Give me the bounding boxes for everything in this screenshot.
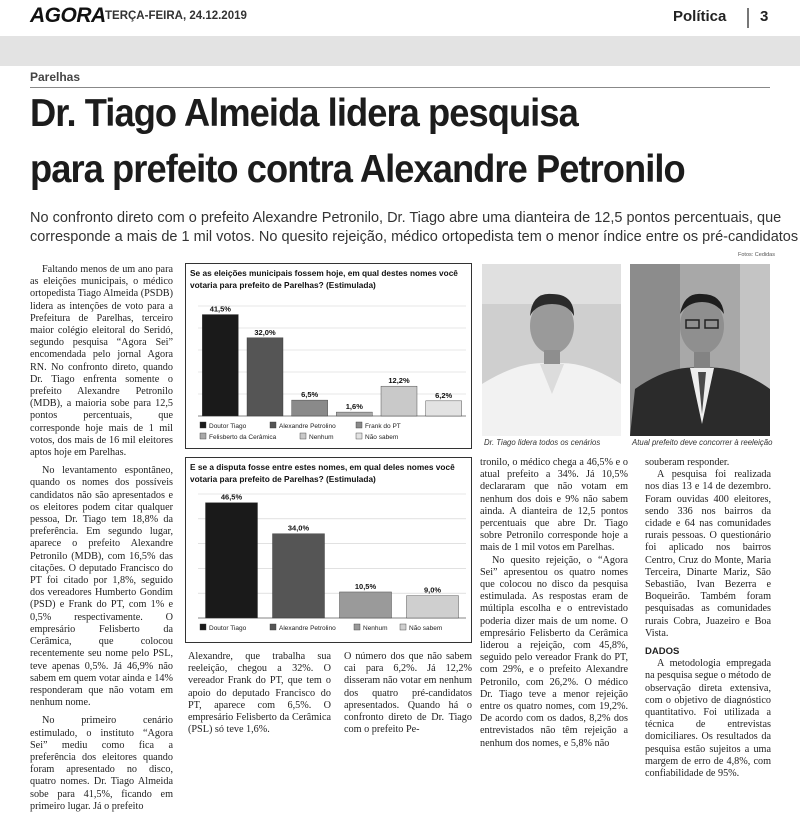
chart-data-label: 41,5%	[209, 304, 231, 314]
photo-alexandre-petronilo	[630, 264, 770, 436]
header-divider	[747, 8, 749, 28]
body-column-4	[480, 457, 628, 750]
chart-svg	[186, 264, 471, 448]
paragraph: tronilo, o médico chega a 46,5% e o atual prefeito a 34%. Já 10,5% declararam que não votam em nenhum dos dois e 9% não sabem ainda. A dianteira de 12,5 pontos percentuais que abre Dr. Tiago sobre Petronilo corresponde hoje a mais de 1 mil votos em Parelhas.	[480, 457, 628, 554]
paragraph: Alexandre, que trabalha sua reeleição, chegou a 32%. O vereador Frank do PT, que tem o apoio do deputado Francisco do PT, aparece com 6,5%. O empresário Felisberto da Cerâmica (PSL) só teve 1,6%.	[188, 651, 331, 736]
chart-data-label: 6,2%	[435, 390, 453, 400]
legend-swatch	[354, 624, 360, 630]
photo-caption-2: Atual prefeito deve concorrer à reeleição	[632, 438, 773, 447]
newspaper-logo: AGORA	[30, 4, 106, 27]
chart-bar	[407, 596, 459, 618]
legend-swatch	[356, 422, 362, 428]
photo-caption-1: Dr. Tiago lidera todos os cenários	[484, 438, 601, 447]
gray-band	[0, 36, 800, 66]
paragraph: souberam responder.	[645, 457, 730, 468]
portrait-illustration	[630, 264, 770, 436]
legend-swatch	[200, 422, 206, 428]
portrait-illustration	[482, 264, 621, 436]
body-column-5	[645, 457, 771, 780]
deck-line-1: No confronto direto com o prefeito Alexandre Petronilo, Dr. Tiago abre uma dianteira de 12,5 pontos percentuais, que	[30, 210, 782, 226]
chart-bar	[202, 315, 238, 416]
legend-swatch	[270, 624, 276, 630]
body-column-3	[344, 651, 472, 736]
photo-credit: Fotos: Cedidas	[738, 252, 775, 258]
page-header	[0, 0, 800, 36]
page-number: 3	[760, 8, 769, 25]
legend-label: Nenhum	[363, 625, 388, 632]
chart-data-label: 32,0%	[254, 327, 276, 337]
chart-data-label: 46,5%	[220, 492, 243, 502]
body-column-2	[188, 651, 331, 736]
chart-data-label: 10,5%	[354, 581, 377, 591]
photo-dr-tiago	[482, 264, 621, 436]
kicker: Parelhas	[30, 70, 81, 84]
dateline: TERÇA-FEIRA, 24.12.2019	[105, 10, 247, 22]
legend-label: Doutor Tiago	[209, 423, 247, 430]
legend-label: Frank do PT	[365, 423, 401, 430]
chart-data-label: 1,6%	[345, 402, 363, 412]
paragraph: No quesito rejeição, o “Agora Sei” apresentou os quatro nomes que colocou no disco da pesquisa estimulada. As respostas eram de múltipla escolha e o entrevistado poderia dizer mais de um nome. O empresário Felisberto da Cerâmica liderou a rejeição, com 45,8%, seguido pelo vereador Frank do PT, com 29%, e o prefeito Alexandre Petronilo, com 26,2%. O médico Dr. Tiago teve a menor rejeição entre os quatro nomes, com 19,2%. De acordo com os dados, 8,2% dos entrevistados não têm rejeição a nenhum dos nomes, e 5,8% não	[480, 554, 628, 749]
kicker-rule	[30, 87, 770, 88]
chart-data-label: 34,0%	[287, 523, 310, 533]
body-column-1	[30, 264, 173, 813]
paragraph: A metodologia empregada na pesquisa segue o método de observação direta extensiva, com o objetivo de diagnóstico quantitativo. Foi utilizada a técnica de entrevistas domiciliares. Os resultados da pesquisa estão sujeitos a uma margem de erro de 4,8%, com confiabilidade de 95%.	[645, 658, 771, 780]
chart-bar	[336, 412, 372, 416]
chart-bar	[340, 592, 392, 618]
paragraph: Faltando menos de um ano para as eleições municipais, o médico ortopedista Tiago Almeida (PSDB) lidera as intenções de voto para a Prefeitura de Parelhas, terceiro maior colégio eleitoral do Seridó, segundo pesquisa “Agora Sei” encomendada pelo jornal Agora RN. No confronto direto, quando Dr. Tiago enfrenta somente o prefeito Alexandre Petronilo (MDB), a maioria sobe para 12,5 pontos percentuais, que corresponde hoje mais de 1 mil votos, dos mais de 16 mil eleitores aptos hoje em Parelhas.	[30, 264, 173, 459]
paragraph: No levantamento espontâneo, quando os nomes dos possíveis candidatos não são apresentados e os eleitores podem citar qualquer pessoa, Dr. Tiago tem 18,8% da preferência. Em segundo lugar, aparece o prefeito Alexandre Petronilo (MDB), com 16,5% das citações. O deputado Francisco do PT foi citado por 1,8%, seguido dos vereadores Humberto Gondim (PSD) e Frank do PT, com 1% e 0,5% respectivamente. O empresário Felisberto da Cerâmica, que colocou recentemente seu nome pelo PSL, teve apenas 0,5%. Já 46,9% não sabem em quem votar ainda e 14% responderam que não votam em nenhum nome.	[30, 465, 173, 709]
chart-bar	[273, 534, 325, 618]
dados-heading: DADOS	[645, 646, 680, 658]
legend-label: Não sabem	[365, 434, 399, 441]
legend-swatch	[356, 433, 362, 439]
legend-swatch	[200, 624, 206, 630]
legend-label: Não sabem	[409, 625, 443, 632]
chart-title: E se a disputa fosse entre estes nomes, em qual deles nomes você votaria para prefeito de Parelhas? (Estimulada)	[190, 462, 455, 484]
chart-bar	[206, 503, 258, 618]
chart-svg	[186, 458, 471, 642]
legend-label: Doutor Tiago	[209, 625, 247, 632]
legend-swatch	[200, 433, 206, 439]
chart-bar	[247, 338, 283, 416]
section-name: Política	[673, 8, 727, 25]
paragraph: O número dos que não sabem cai para 6,2%. Já 12,2% disseram não votar em nenhum dos quatro pré-candidatos apresentados. Quando há o confronto direto de Dr. Tiago com o prefeito Pe-	[344, 651, 472, 736]
chart-data-label: 9,0%	[423, 585, 442, 595]
legend-swatch	[300, 433, 306, 439]
chart-bar	[381, 386, 417, 416]
chart-data-label: 6,5%	[301, 390, 319, 400]
chart-title: Se as eleições municipais fossem hoje, em qual destes nomes você votaria para prefeito de Parelhas? (Estimulada)	[190, 268, 458, 290]
legend-label: Nenhum	[309, 434, 334, 441]
legend-label: Alexandre Petrolino	[279, 625, 336, 632]
legend-label: Alexandre Petrolino	[279, 423, 336, 430]
paragraph: A pesquisa foi realizada nos dias 13 e 14 de dezembro. Foram ouvidas 400 eleitores, sendo 336 nos bairros da cidade e 64 nas comunidades rurais pessoas. O questionário foi aplicado nos bairros Centro, Cruz do Monte, Maria Terceira, Dinarte Mariz, São Sebastião, Ivan Bezerra e Boqueirão. Também foram pesquisadas as comunidades rurais Cobra, Juazeiro e Boa Vista.	[645, 469, 771, 639]
headline-line-2: para prefeito contra Alexandre Petronilo	[30, 148, 685, 191]
legend-swatch	[270, 422, 276, 428]
legend-label: Felisberto da Cerâmica	[209, 434, 277, 441]
chart-second-scenario	[185, 457, 472, 643]
chart-first-scenario	[185, 263, 472, 449]
chart-bar	[292, 400, 328, 416]
paragraph: No primeiro cenário estimulado, o instituto “Agora Sei” mediu como fica a preferência dos eleitores quando foram apresentado no disco, quatro nomes. Dr. Tiago Almeida sobe para 41,5%, ficando em primeiro lugar. Já o prefeito	[30, 715, 173, 812]
legend-swatch	[400, 624, 406, 630]
headline-line-1: Dr. Tiago Almeida lidera pesquisa	[30, 92, 578, 135]
chart-data-label: 12,2%	[388, 376, 410, 386]
deck-line-2: corresponde a mais de 1 mil votos. No quesito rejeição, médico ortopedista tem o menor índice entre os pré-candidatos	[30, 229, 799, 245]
chart-bar	[426, 401, 462, 416]
